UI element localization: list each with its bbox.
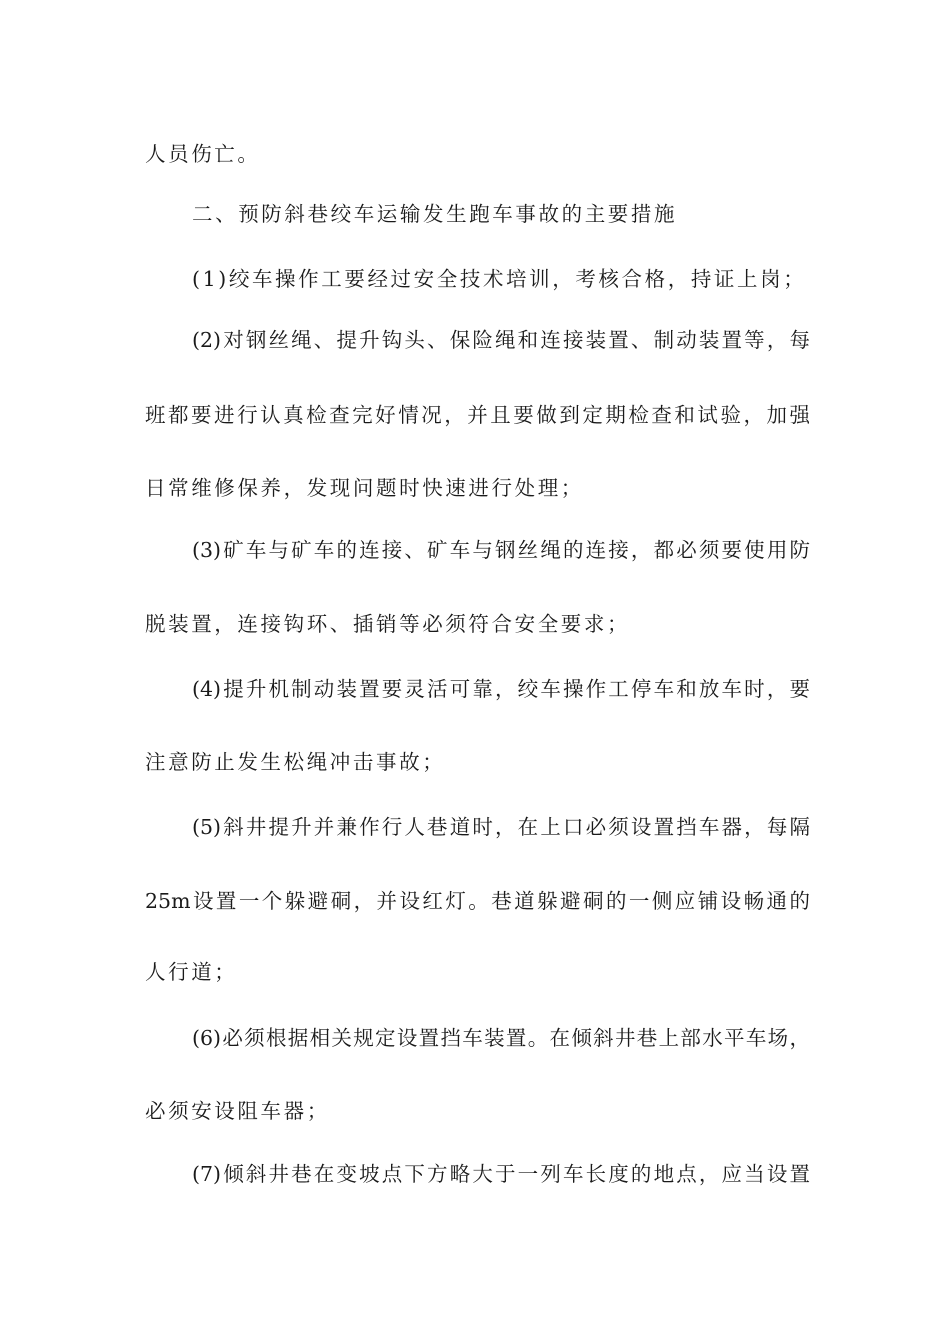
text-line: 注意防止发生松绳冲击事故；: [145, 750, 446, 774]
text-line: 脱装置，连接钩环、插销等必须符合安全要求；: [145, 612, 631, 636]
text-line: (5)斜井提升并兼作行人巷道时，在上口必须设置挡车器，每隔: [192, 815, 810, 839]
text-line: (4)提升机制动装置要灵活可靠，绞车操作工停车和放车时，要: [192, 677, 810, 701]
text-line: 日常维修保养，发现问题时快速进行处理；: [145, 476, 584, 500]
text-line: (6)必须根据相关规定设置挡车装置。在倾斜井巷上部水平车场，: [192, 1026, 810, 1050]
text-line: 人行道；: [145, 960, 238, 984]
text-line: 25m设置一个躲避硐，并设红灯。巷道躲避硐的一侧应铺设畅通的: [145, 889, 810, 913]
text-line: 人员伤亡。: [145, 142, 261, 166]
text-line: (2)对钢丝绳、提升钩头、保险绳和连接装置、制动装置等，每: [192, 328, 810, 352]
text-line: (1)绞车操作工要经过安全技术培训，考核合格，持证上岗；: [192, 267, 807, 291]
text-line: 必须安设阻车器；: [145, 1099, 330, 1123]
text-line: 班都要进行认真检查完好情况，并且要做到定期检查和试验，加强: [145, 403, 810, 427]
text-line: (3)矿车与矿车的连接、矿车与钢丝绳的连接，都必须要使用防: [192, 538, 810, 562]
text-line: (7)倾斜井巷在变坡点下方略大于一列车长度的地点，应当设置: [192, 1162, 810, 1186]
section-heading: 二、预防斜巷绞车运输发生跑车事故的主要措施: [192, 202, 678, 226]
